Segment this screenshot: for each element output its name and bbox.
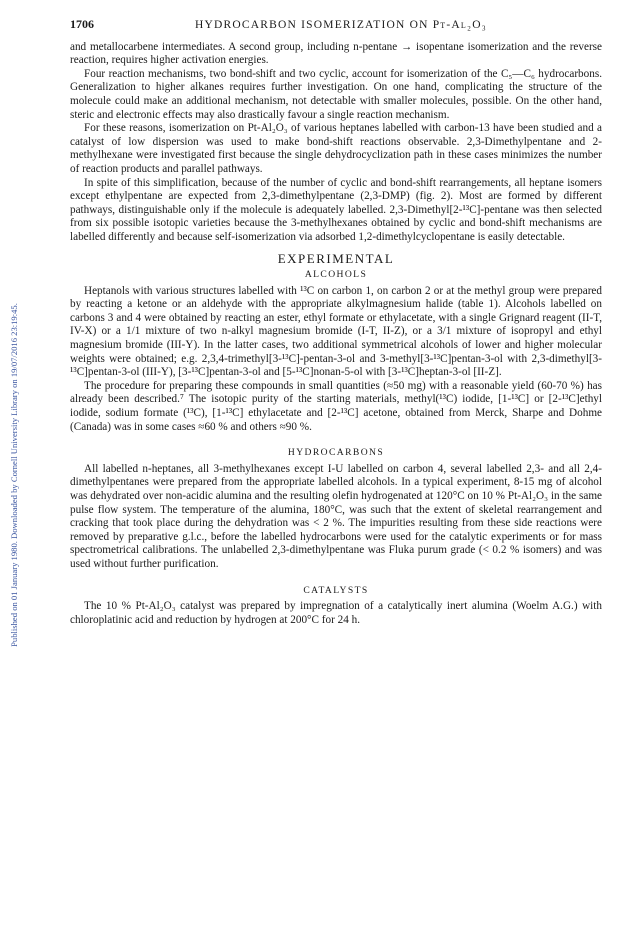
subsection-title-catalysts: CATALYSTS: [303, 584, 369, 596]
catalysts-paragraph-1: The 10 % Pt-Al₂O₃ catalyst was prepared by impregnation of a catalytically inert alumina (Woelm A.G.) with chloroplatinic acid and reduction by hydrogen at 200°C for 24 h.: [70, 600, 602, 626]
intro-paragraph-2: Four reaction mechanisms, two bond-shift and two cyclic, account for isomerization of the C₅—C₆ hydrocarbons. Generalization to higher alkanes requires further investigation. On one hand, complicating the structure of the molecule could make an additional mechanism, not detectable with smaller molecules, possible. On the other hand, steric and electronic effects may also drastically favour a single reaction mechanism.: [70, 67, 602, 121]
running-title: HYDROCARBON ISOMERIZATION ON Pt-Al₂O₃: [195, 19, 487, 31]
intro-paragraph-1: and metallocarbene intermediates. A second group, including n-pentane → isopentane isomerization and the reverse reaction, requires higher activation energies.: [70, 40, 602, 67]
page-body: [70, 18, 602, 627]
intro-paragraph-4: In spite of this simplification, because of the number of cyclic and bond-shift rearrangements, all heptane isomers except ethylpentane are expected from 2,3-dimethylpentane (2,3-DMP) (fig. 2). Most are formed by different pathways, distinguishable only if the molecule is adequately labelled. 2,3-Dimethyl[2-¹³C]-pentane was then selected from six possible isotopic varieties because the 3-methylhexanes obtained by cyclic and bond-shift mechanisms are labelled differently and because self-isomerization via adsorbed 1,2-dimethylcyclopentane is easily detectable.: [70, 176, 602, 243]
subsection-title-alcohols: ALCOHOLS: [304, 269, 368, 281]
intro-paragraph-3: For these reasons, isomerization on Pt-Al₂O₃ of various heptanes labelled with carbon-13 have been studied and a catalyst of low dispersion was used to make bond-shift reactions observable. 2,3-Dimethylpentane and 2-methylhexane were investigated first because the single dehydrocyclization path in these cases minimizes the number of reaction products and parallel pathways.: [70, 122, 602, 175]
alcohols-paragraph-2: The procedure for preparing these compounds in small quantities (≈50 mg) with a reasonable yield (60-70 %) has already been described.⁷ The isotopic purity of the starting materials, methyl(¹³C) iodide, [1-¹³C] or [2-¹³C]ethyl iodide, sodium formate (¹³C), [1-¹³C] ethylacetate and [2-¹³C] acetone, obtained from Merck, Sharpe and Dohme (Canada) was in some cases ≈60 % and others ≈90 %.: [70, 379, 602, 433]
download-note: Published on 01 January 1980. Downloaded by Cornell University Library on 19/07/2016 23:19:45.: [9, 303, 19, 647]
page-header: [70, 18, 602, 33]
section-title-experimental: EXPERIMENTAL: [277, 250, 395, 266]
hydrocarbons-paragraph-1: All labelled n-heptanes, all 3-methylhexanes except I-U labelled on carbon 4, several labelled 2,3- and all 2,4-dimethylpentanes were prepared from the appropriate labelled alcohols. In a typical experiment, 8-15 mg of alcohol was dehydrated over non-acidic alumina and the resulting olefin hydrogenated at 120°C on 10 % Pt-Al₂O₃ in the same pulse flow system. The temperature of the alumina, 180°C, was such that the extent of skeletal rearrangement and cracking that took place during the dehydration was < 2 %. The impurities resulting from these side reactions were removed by preparative g.l.c., before the labelled hydrocarbons were used for the catalytic experiments or for mass spectrometrical calibrations. The unlabelled 2,3-dimethylpentane was Fluka purum grade (< 0.2 % isomers) and was used without further purification.: [70, 462, 602, 570]
download-watermark: [7, 150, 21, 800]
subsection-title-hydrocarbons: HYDROCARBONS: [287, 447, 385, 459]
alcohols-paragraph-1: Heptanols with various structures labelled with ¹³C on carbon 1, on carbon 2 or at the methyl group were prepared by reacting a ketone or an aldehyde with the appropriate alkylmagnesium halide (table 1). Alcohols labelled on carbons 3 and 4 were obtained by reacting an ester, ethyl formate or ethylacetate, with a single Grignard reagent (II-T, IV-X) or a 1/1 mixture of two n-alkyl magnesium bromide (I-T, II-Z), or a 3/1 mixture of isopropyl and ethyl magnesium bromide (III-Y). In the latter cases, two additional symmetrical alcohols of lower and higher molecular weights were obtained; e.g. 2,3,4-trimethyl[3-¹³C]-pentan-3-ol and 3-methyl[3-¹³C]pentan-3-ol with 2,3-dimethyl[3-¹³C]pentan-3-ol (III-Y), [3-¹³C]pentan-3-ol and [5-¹³C]nonan-5-ol with [3-¹³C]heptan-3-ol [II-Z].: [70, 284, 602, 379]
page-number: 1706: [70, 17, 94, 31]
